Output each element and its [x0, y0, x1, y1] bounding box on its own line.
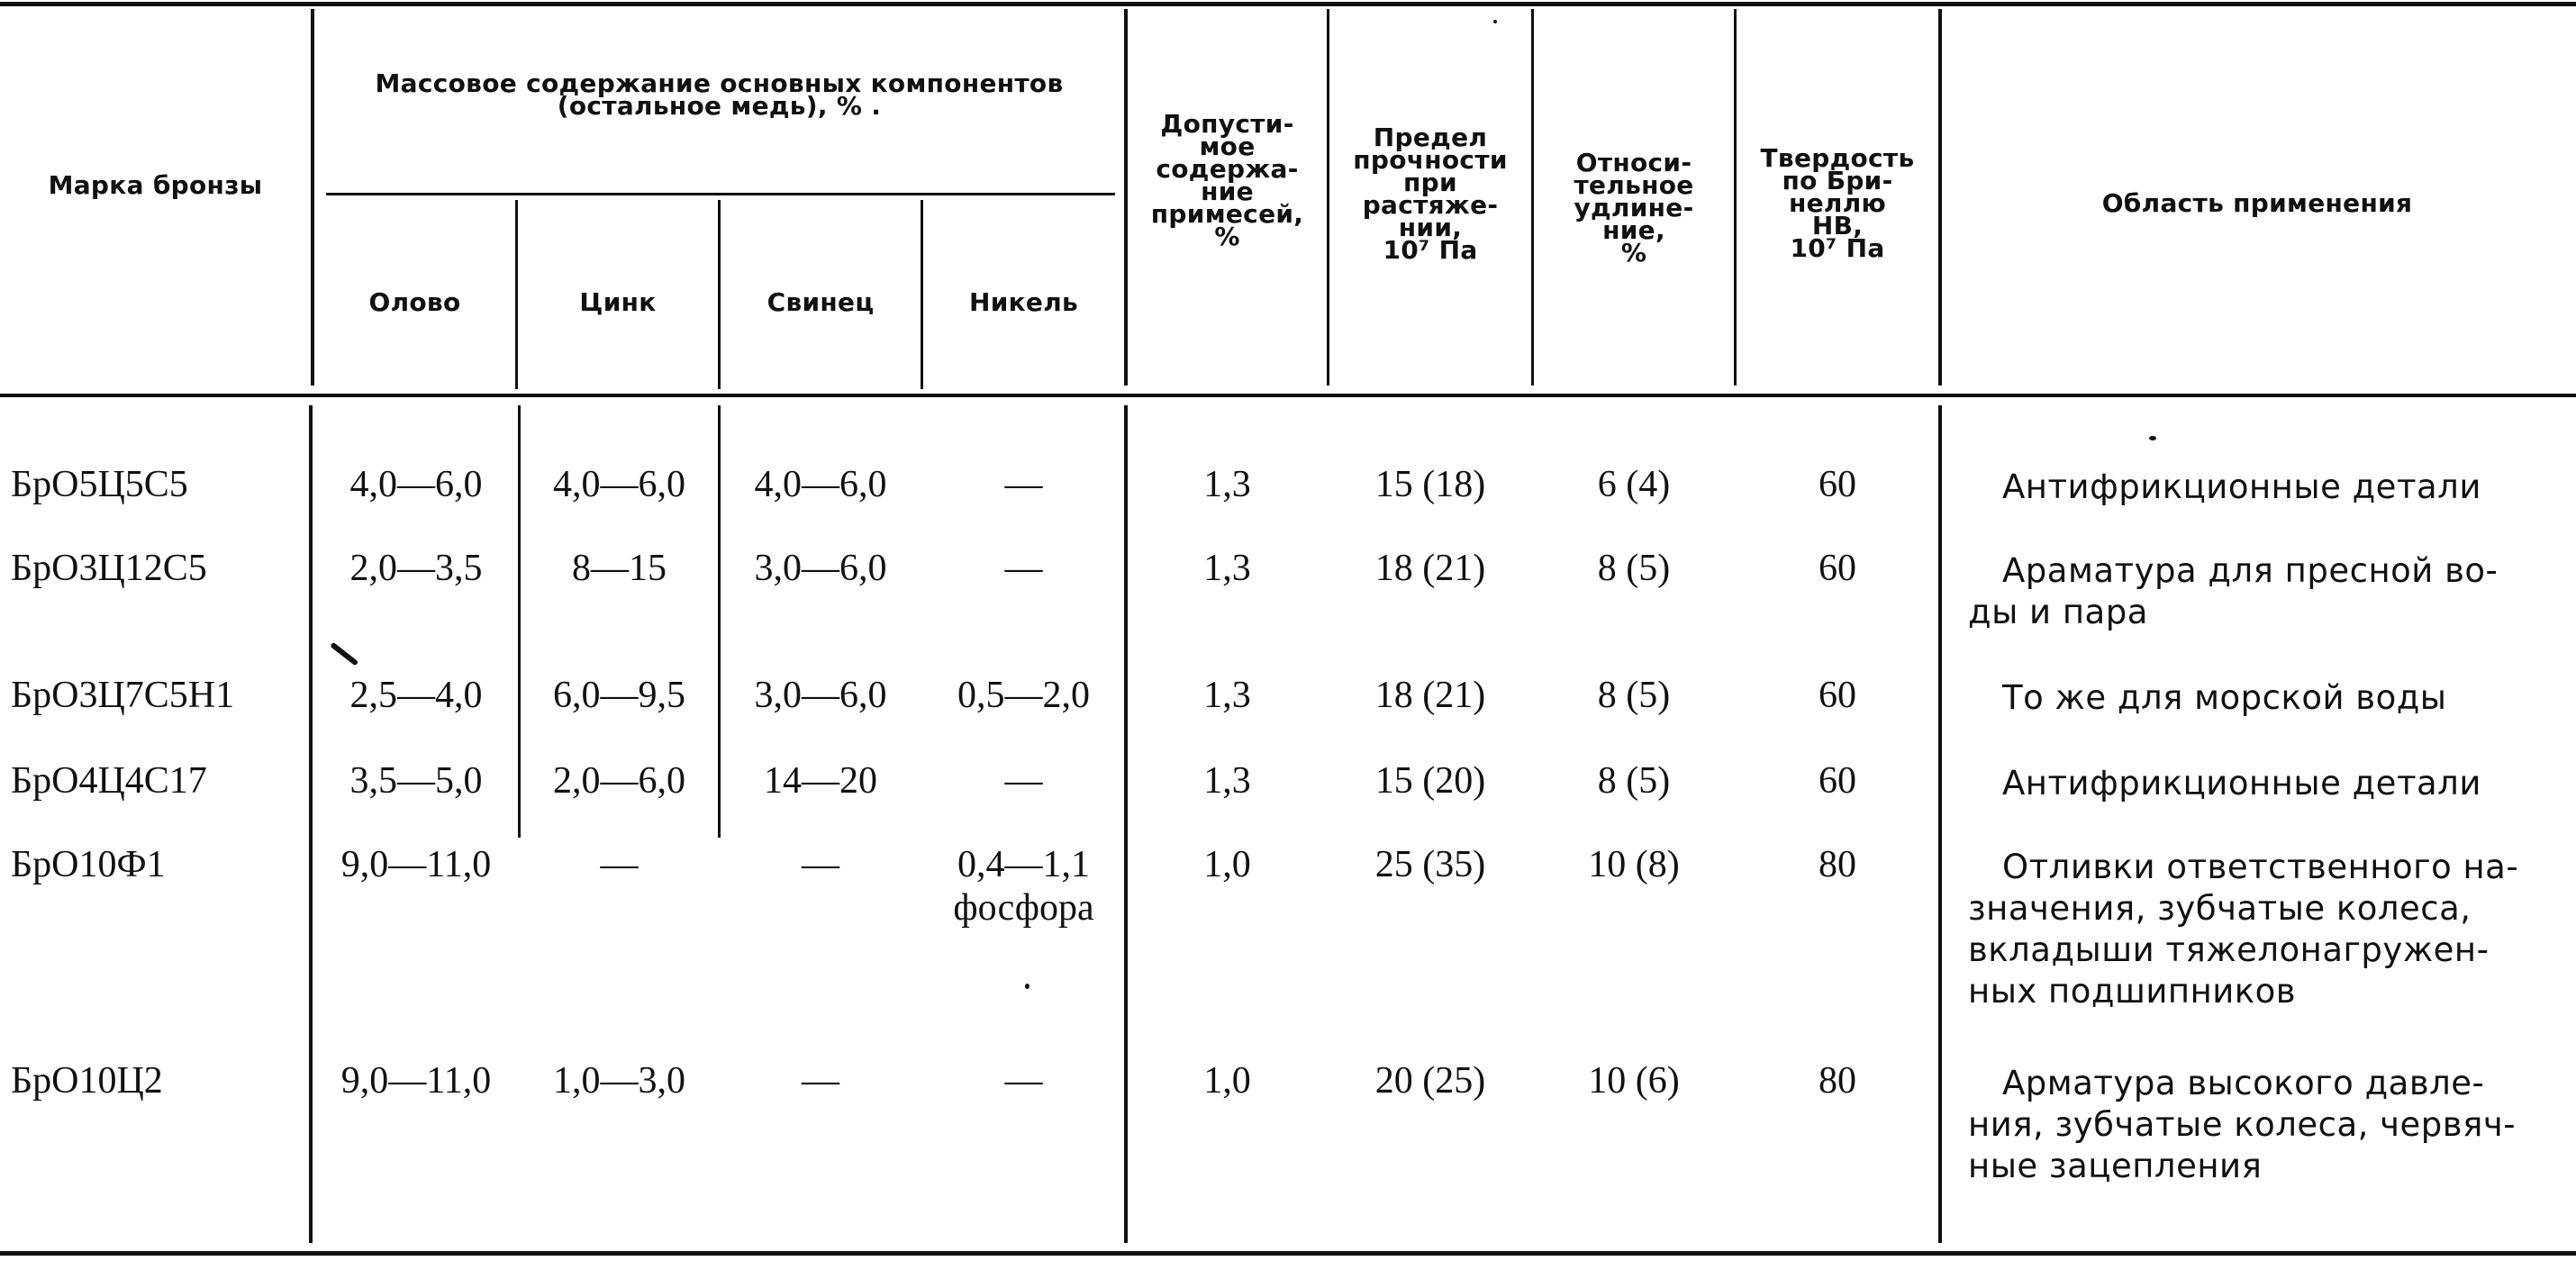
- cell-application: То же для морской воды: [2002, 678, 2447, 717]
- header-mass-content: [314, 63, 1124, 126]
- cell-zinc: 8—15: [572, 548, 667, 589]
- cell-elongation: 10 (6): [1588, 1060, 1680, 1102]
- cell-brand: БрО5Ц5С5: [11, 464, 188, 505]
- cell-impurities: 1,3: [1203, 675, 1251, 716]
- cell-tensile-strength: 15 (20): [1374, 760, 1486, 802]
- cell-application: Отливки ответственного на- значения, зубчатые колеса, вкладыши тяжелонагружен- ных подшипников: [1968, 848, 2519, 1011]
- cell-elongation: 10 (8): [1588, 844, 1680, 885]
- cell-brand: БрО4Ц4С17: [11, 760, 207, 802]
- header-tin: Олово: [368, 286, 461, 317]
- header-elongation: Относи- тельное удлине- ние, %: [1574, 147, 1694, 268]
- cell-impurities: 1,3: [1203, 760, 1251, 802]
- cell-tensile-strength: 18 (21): [1374, 548, 1486, 589]
- cell-hardness: 60: [1819, 464, 1856, 505]
- cell-zinc: 2,0—6,0: [553, 760, 685, 802]
- header-zinc: Цинк: [579, 286, 657, 317]
- cell-zinc: 1,0—3,0: [553, 1060, 685, 1102]
- top-rule: [0, 2, 2576, 6]
- cell-brand: БрО10Ф1: [11, 844, 166, 885]
- cell-tin: 2,0—3,5: [349, 548, 483, 589]
- cell-brand: БрО3Ц7С5Н1: [11, 675, 235, 716]
- cell-hardness: 60: [1819, 675, 1856, 716]
- col-divider: [1938, 405, 1942, 1243]
- cell-tensile-strength: 15 (18): [1374, 464, 1486, 505]
- cell-hardness: 60: [1819, 548, 1856, 589]
- cell-tensile-strength: 20 (25): [1374, 1060, 1486, 1102]
- cell-application: Антифрикционные детали: [2002, 467, 2481, 506]
- cell-zinc: —: [600, 844, 639, 885]
- cell-impurities: 1,0: [1203, 1060, 1251, 1102]
- cell-hardness: 80: [1819, 844, 1856, 885]
- col-divider: [1124, 405, 1128, 1243]
- print-speck: [1025, 984, 1029, 989]
- cell-tin: 2,5—4,0: [349, 675, 483, 716]
- header-mass-line: (остальное медь), % .: [557, 91, 882, 121]
- cell-lead: —: [802, 1060, 839, 1102]
- cell-nickel: 0,4—1,1: [957, 844, 1090, 885]
- col-divider: [309, 405, 313, 1243]
- cell-application: Антифрикционные детали: [2002, 764, 2481, 803]
- header-tensile-strength: Предел прочности при растяже- нии, 10⁷ Па: [1353, 122, 1508, 265]
- header-mass-line: Массовое содержание основных компонентов: [375, 68, 1064, 98]
- print-speck: [1493, 20, 1497, 23]
- cell-nickel: —: [1004, 760, 1043, 802]
- cell-lead: 3,0—6,0: [754, 675, 887, 716]
- cell-zinc: 4,0—6,0: [553, 464, 685, 505]
- header-lead: Свинец: [766, 286, 875, 317]
- cell-brand: БрО3Ц12С5: [11, 548, 207, 589]
- cell-nickel: —: [1004, 548, 1043, 589]
- cell-impurities: 1,0: [1203, 844, 1251, 885]
- cell-hardness: 60: [1819, 760, 1856, 802]
- cell-elongation: 8 (5): [1597, 548, 1671, 589]
- bottom-rule: [0, 1251, 2576, 1256]
- header-brinell-hardness: Твердость по Бри- неллю HB, 10⁷ Па: [1760, 142, 1915, 263]
- header-impurities: Допусти- мое содержа- ние примесей, %: [1150, 109, 1304, 251]
- cell-tin: 4,0—6,0: [349, 464, 483, 505]
- cell-tensile-strength: 18 (21): [1374, 675, 1486, 716]
- cell-nickel: —: [1004, 1060, 1043, 1102]
- cell-tensile-strength: 25 (35): [1374, 844, 1486, 885]
- header-subrule: [326, 193, 1115, 195]
- cell-tin: 9,0—11,0: [340, 844, 492, 885]
- cell-nickel: —: [1004, 464, 1043, 505]
- cell-application: Арматура высокого давле- ния, зубчатые колеса, червяч- ные зацепления: [1968, 1064, 2517, 1185]
- header-application: Область применения: [2101, 187, 2413, 218]
- cell-nickel-note: фосфора: [953, 887, 1094, 929]
- cell-brand: БрО10Ц2: [11, 1060, 163, 1102]
- cell-zinc: 6,0—9,5: [553, 675, 685, 716]
- cell-lead: 4,0—6,0: [754, 464, 887, 505]
- cell-elongation: 6 (4): [1597, 464, 1671, 505]
- cell-elongation: 8 (5): [1597, 760, 1671, 802]
- cell-impurities: 1,3: [1203, 464, 1251, 505]
- pen-stroke: [330, 642, 358, 667]
- cell-impurities: 1,3: [1203, 548, 1251, 589]
- cell-hardness: 80: [1819, 1060, 1856, 1102]
- cell-tin: 3,5—5,0: [349, 760, 483, 802]
- header-bottom-rule: [0, 394, 2576, 397]
- cell-lead: 14—20: [764, 760, 877, 802]
- header-nickel: Никель: [968, 286, 1079, 317]
- cell-elongation: 8 (5): [1597, 675, 1671, 716]
- cell-lead: —: [802, 844, 839, 885]
- cell-nickel: 0,5—2,0: [957, 675, 1090, 716]
- print-speck: [2149, 436, 2156, 440]
- header-brand-text: Марка бронзы: [48, 169, 263, 200]
- cell-application: Араматура для пресной во- ды и пара: [1968, 551, 2499, 631]
- header-brand: [0, 162, 311, 207]
- cell-lead: 3,0—6,0: [754, 548, 887, 589]
- cell-tin: 9,0—11,0: [340, 1060, 492, 1102]
